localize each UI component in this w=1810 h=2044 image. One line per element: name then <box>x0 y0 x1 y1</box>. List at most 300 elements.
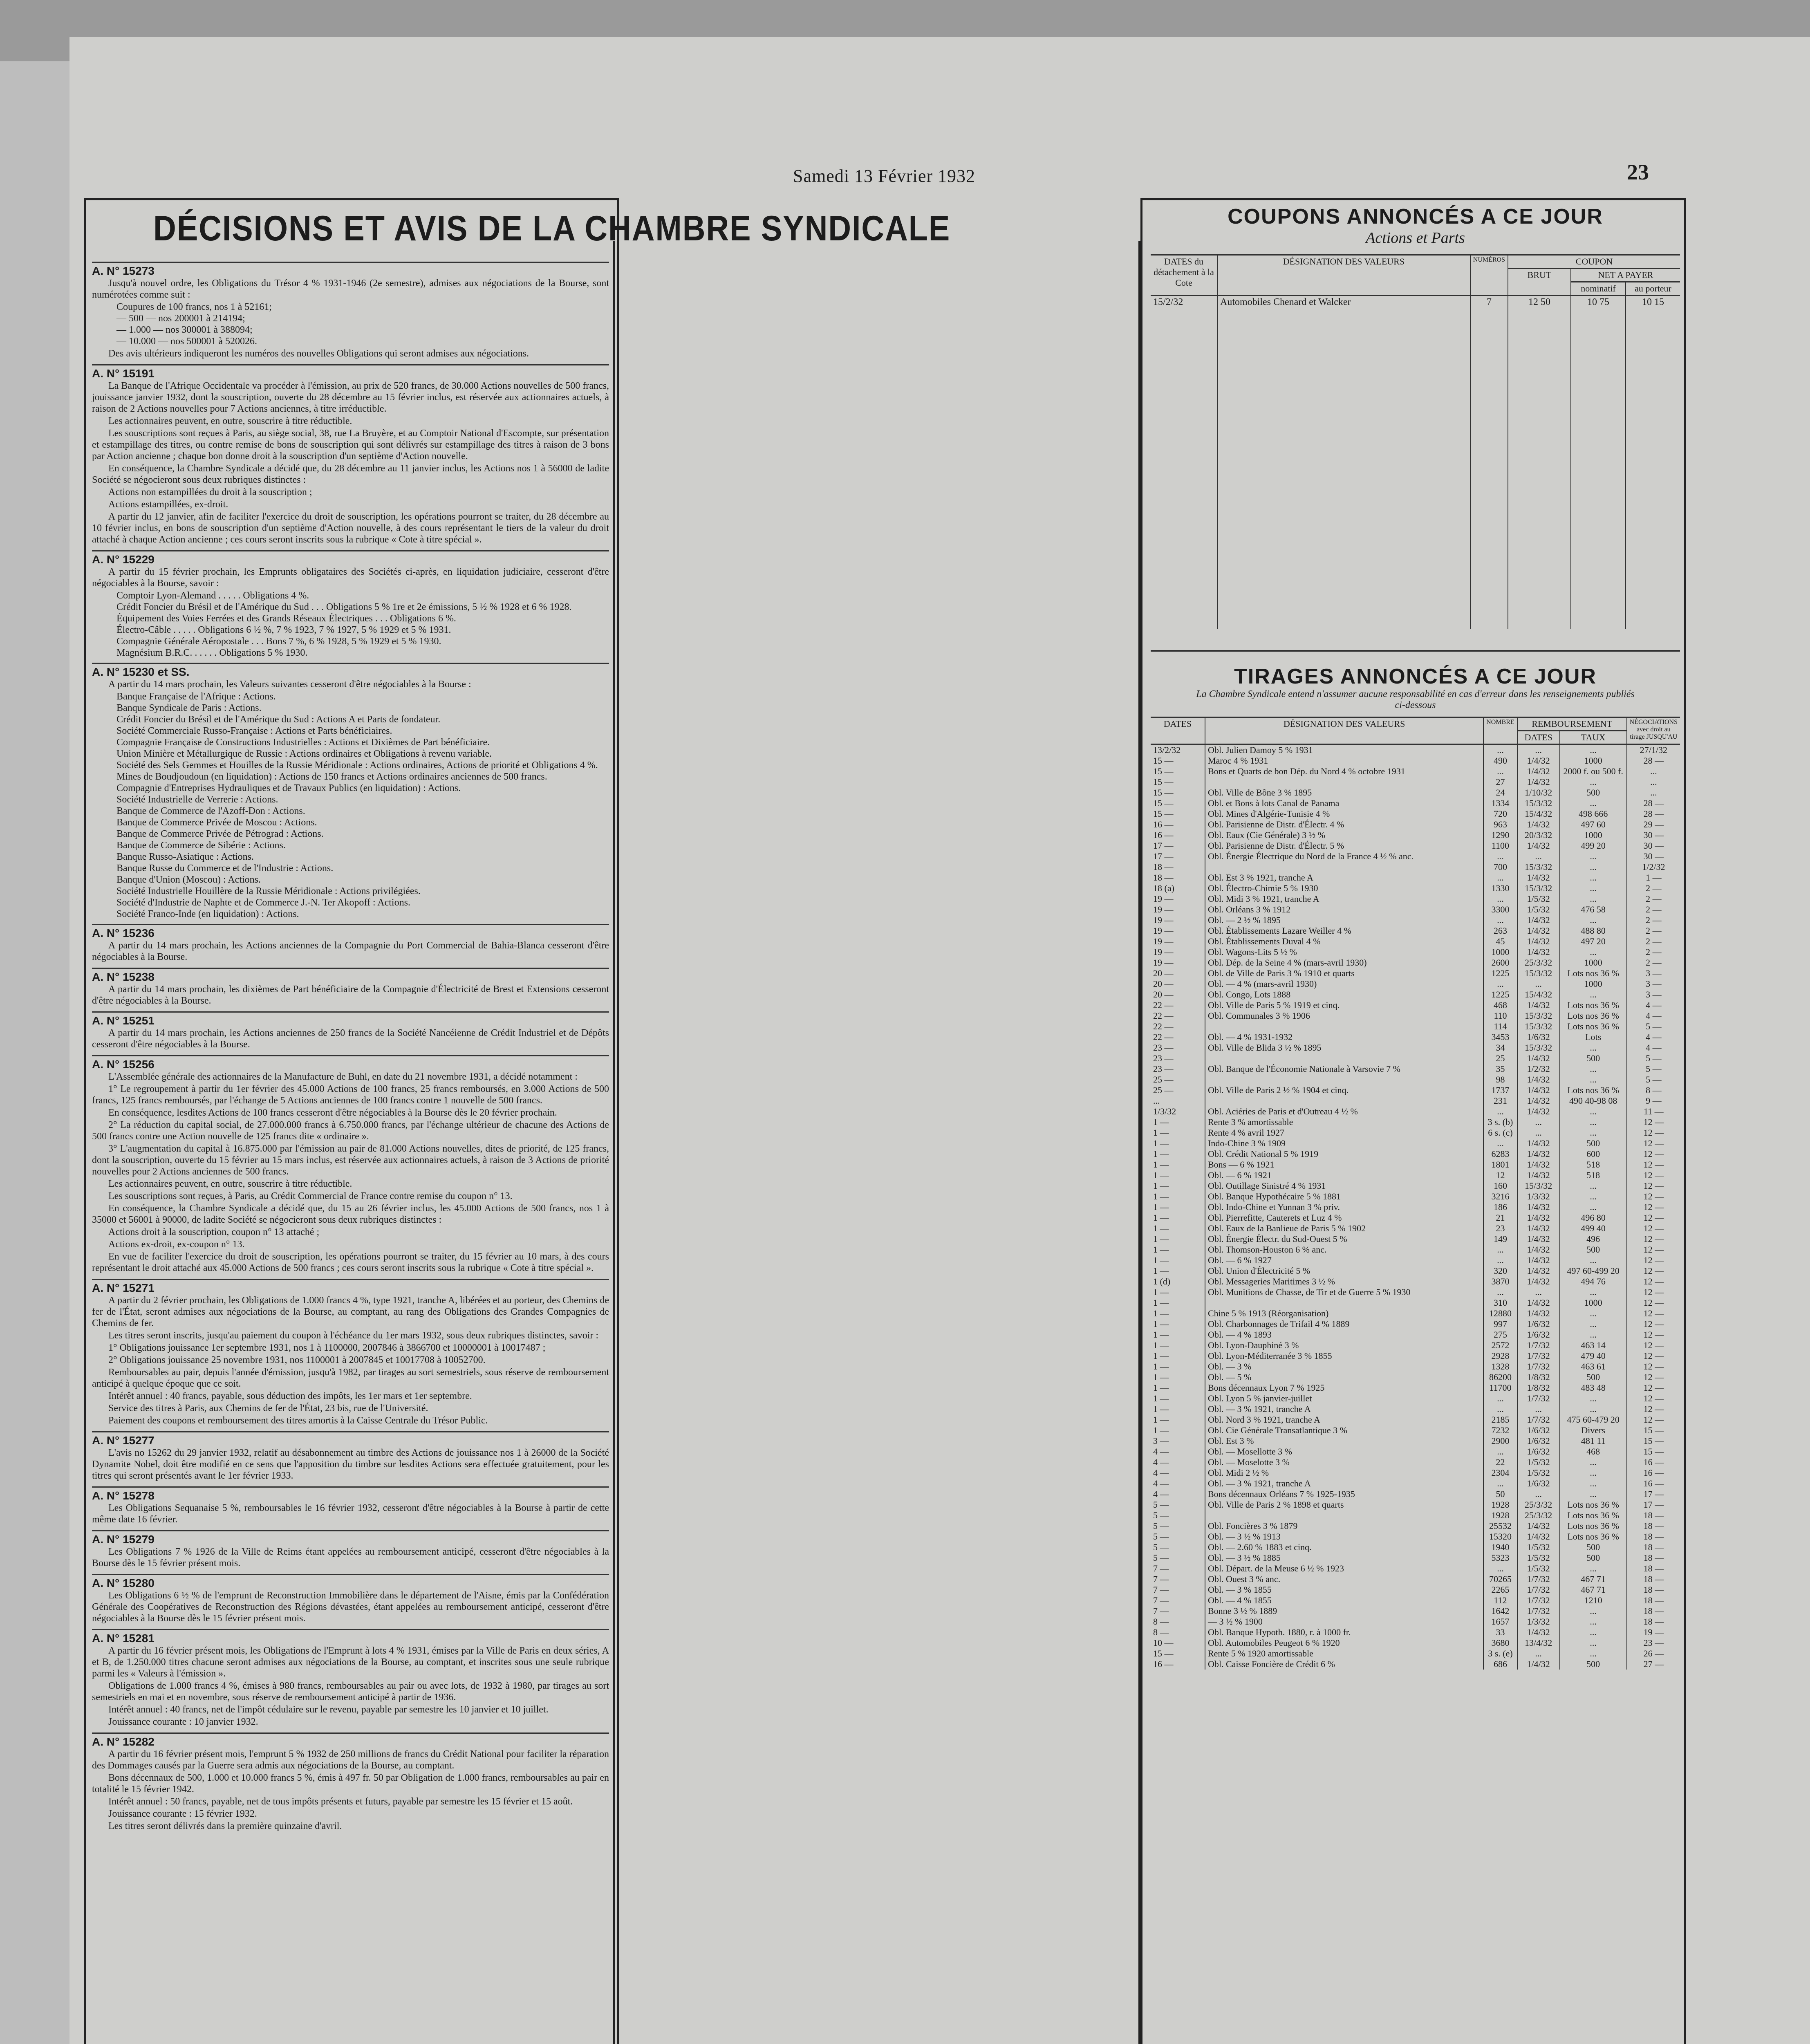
tirage-cell-designation: Obl. Ouest 3 % anc. <box>1205 1574 1483 1585</box>
avis-item: Électro-Câble . . . . . Obligations 6 ½ %, 7 % 1923, 7 % 1927, 5 % 1929 et 5 % 1931. <box>116 625 451 635</box>
tirage-row <box>1151 1638 1680 1648</box>
avis-block <box>92 1431 609 1486</box>
tirage-cell-designation: Obl. Caisse Foncière de Crédit 6 % <box>1205 1659 1483 1670</box>
tirage-row <box>1151 1127 1680 1138</box>
tirage-cell-taux: 496 80 <box>1560 1213 1627 1223</box>
tirage-cell-rdate: ... <box>1517 1127 1560 1138</box>
tirage-row <box>1151 894 1680 904</box>
tirage-cell-rdate: 1/6/32 <box>1517 1425 1560 1436</box>
tirage-cell-rdate: ... <box>1517 1287 1560 1298</box>
tirage-cell-nombre: 33 <box>1483 1627 1517 1638</box>
tirage-cell-designation: Maroc 4 % 1931 <box>1205 755 1483 766</box>
tirage-row <box>1151 1574 1680 1585</box>
tirage-cell-taux: ... <box>1560 883 1627 894</box>
tirage-cell-nego: 12 — <box>1627 1393 1680 1404</box>
tirage-cell-nombre: 720 <box>1483 809 1517 819</box>
tirage-cell-nombre: ... <box>1483 1404 1517 1414</box>
tirage-cell-rdate: 1/4/32 <box>1517 1074 1560 1085</box>
tirage-row <box>1151 1468 1680 1478</box>
tirage-cell-date: 1 — <box>1153 1127 1169 1138</box>
tirage-cell-designation: Bons décennaux Orléans 7 % 1925-1935 <box>1205 1489 1483 1499</box>
tirage-cell-nombre: 310 <box>1483 1298 1517 1308</box>
tirage-cell-nego: 12 — <box>1627 1202 1680 1213</box>
tirage-row <box>1151 1319 1680 1329</box>
tirage-cell-rdate: 1/4/32 <box>1517 766 1560 777</box>
avis-paragraph: A partir du 12 janvier, afin de faciliter l'exercice du droit de souscription, les opérations pourront se traiter, du 28 décembre au 10 février inclus, en bons de souscription d'un septième d'Action nouvelle, à des cours représentant le tiers de la valeur du droit attaché à chaque Action ancienne ; ces cours seront inscrits sous la rubrique « Cote à titre spécial ». <box>92 511 609 545</box>
tirages-title: TIRAGES ANNONCÉS A CE JOUR <box>1234 665 1597 688</box>
tirage-cell-date: 1 — <box>1153 1319 1169 1329</box>
avis-paragraph: Les Obligations Sequanaise 5 %, remboursables le 16 février 1932, cesseront d'être négociables à la Bourse à partir de cette même date 16 février. <box>92 1503 609 1525</box>
avis-item: Société Franco-Inde (en liquidation) : Actions. <box>116 909 299 919</box>
tirage-cell-taux: ... <box>1560 1287 1627 1298</box>
tirage-cell-taux: Lots nos 36 % <box>1560 1531 1627 1542</box>
tirage-cell-date: 17 — <box>1153 840 1174 851</box>
avis-paragraph: A partir du 15 février prochain, les Emprunts obligataires des Sociétés ci-après, en liquidation judiciaire, cesseront d'être négociables à la Bourse, savoir : <box>92 567 609 589</box>
avis-item: Comptoir Lyon-Alemand . . . . . Obligations 4 %. <box>116 590 309 601</box>
tirage-cell-taux: 600 <box>1560 1149 1627 1159</box>
tirage-cell-nombre: ... <box>1483 915 1517 926</box>
tirage-cell-nego: 9 — <box>1627 1096 1680 1106</box>
tirage-cell-rdate: 1/6/32 <box>1517 1032 1560 1042</box>
tirage-row <box>1151 755 1680 766</box>
avis-paragraph: A partir du 14 mars prochain, les Actions anciennes de 250 francs de la Société Nancéienne de Crédit Industriel et de Dépôts cesseront d'être négociables à la Bourse. <box>92 1028 609 1050</box>
tirage-cell-nombre: 12880 <box>1483 1308 1517 1319</box>
tirage-cell-taux: 500 <box>1560 1553 1627 1563</box>
tirage-cell-taux: Lots nos 36 % <box>1560 1000 1627 1011</box>
tirage-cell-designation: Obl. Banque Hypothécaire 5 % 1881 <box>1205 1191 1483 1202</box>
tirage-cell-nego: 5 — <box>1627 1021 1680 1032</box>
coupon-cell-brut: 12 50 <box>1508 296 1571 309</box>
tirage-cell-taux: 1000 <box>1560 957 1627 968</box>
coupons-col-brut: BRUT <box>1508 269 1571 296</box>
coupon-cell-nominatif: 10 75 <box>1571 296 1626 309</box>
coupon-filler-row <box>1151 309 1680 629</box>
tirage-cell-nego: 12 — <box>1627 1138 1680 1149</box>
coupon-cell-designation: Automobiles Chenard et Walcker <box>1217 296 1470 309</box>
tirage-cell-taux: 497 60 <box>1560 819 1627 830</box>
tirage-cell-nego: 15 — <box>1627 1436 1680 1446</box>
tirage-cell-date: 22 — <box>1153 1032 1174 1042</box>
tirage-cell-date: 1 — <box>1153 1181 1169 1191</box>
tirage-cell-date: 15 — <box>1153 798 1174 808</box>
avis-paragraph: Les actionnaires peuvent, en outre, souscrire à titre réductible. <box>108 416 352 426</box>
avis-paragraph: Des avis ultérieurs indiqueront les numéros des nouvelles Obligations qui seront admises aux négociations. <box>108 348 529 359</box>
tirage-cell-taux: ... <box>1560 1627 1627 1638</box>
tirage-cell-date: 4 — <box>1153 1457 1169 1467</box>
tirage-row <box>1151 840 1680 851</box>
tirage-cell-taux: ... <box>1560 1616 1627 1627</box>
tirage-cell-taux: ... <box>1560 1468 1627 1478</box>
tirage-cell-taux: ... <box>1560 1329 1627 1340</box>
tirage-cell-taux: 500 <box>1560 1659 1627 1670</box>
tirage-cell-designation: Obl. — 6 % 1921 <box>1205 1170 1483 1181</box>
tirage-cell-rdate: 1/5/32 <box>1517 1553 1560 1563</box>
decisions-title: DÉCISIONS ET AVIS DE LA CHAMBRE SYNDICALE <box>153 209 951 248</box>
tirage-cell-nombre: 1928 <box>1483 1499 1517 1510</box>
tirage-cell-nego: 2 — <box>1627 926 1680 936</box>
tirage-cell-date: 1 (d) <box>1153 1276 1171 1286</box>
tirage-row <box>1151 1032 1680 1042</box>
tirage-cell-taux: ... <box>1560 1638 1627 1648</box>
tirage-cell-designation: Obl. Énergie Électr. du Sud-Ouest 5 % <box>1205 1234 1483 1244</box>
tirage-row <box>1151 1648 1680 1659</box>
coupons-bottom-rule <box>1151 650 1680 652</box>
tirage-cell-rdate: 1/4/32 <box>1517 1531 1560 1542</box>
tirage-cell-rdate: 1/8/32 <box>1517 1383 1560 1393</box>
tirage-cell-rdate: ... <box>1517 1117 1560 1127</box>
tirage-cell-nego: 12 — <box>1627 1266 1680 1276</box>
avis-paragraph: Les titres seront délivrés dans la première quinzaine d'avril. <box>108 1821 342 1831</box>
tirage-cell-taux: Lots nos 36 % <box>1560 1011 1627 1021</box>
tirage-cell-rdate: 25/3/32 <box>1517 1510 1560 1521</box>
coupons-col-net: NET A PAYER <box>1571 269 1680 282</box>
tirage-cell-nego: 18 — <box>1627 1531 1680 1542</box>
tirage-cell-nombre: 1334 <box>1483 798 1517 809</box>
tirage-cell-designation: Obl. — 4 % 1855 <box>1205 1595 1483 1606</box>
tirage-row <box>1151 936 1680 947</box>
tirage-row <box>1151 1383 1680 1393</box>
tirage-cell-nego: 18 — <box>1627 1553 1680 1563</box>
avis-paragraph: Intérêt annuel : 40 francs, payable, sous déduction des impôts, les 1er mars et 1er septembre. <box>108 1391 472 1401</box>
tirage-cell-rdate: 1/4/32 <box>1517 872 1560 883</box>
tirage-cell-nego: 12 — <box>1627 1244 1680 1255</box>
tirage-cell-nombre: ... <box>1483 1255 1517 1266</box>
tirage-row <box>1151 1393 1680 1404</box>
tirage-row <box>1151 1659 1680 1670</box>
tirage-cell-rdate: 1/4/32 <box>1517 755 1560 766</box>
tirage-cell-designation: Obl. Ville de Paris 2 % 1898 et quarts <box>1205 1499 1483 1510</box>
tirage-cell-rdate: 1/4/32 <box>1517 1659 1560 1670</box>
tirage-cell-rdate: 1/7/32 <box>1517 1574 1560 1585</box>
coupon-empty-cell <box>1571 309 1626 629</box>
tirage-cell-designation: Obl. Indo-Chine et Yunnan 3 % priv. <box>1205 1202 1483 1213</box>
avis-block <box>92 968 609 1011</box>
avis-item: Compagnie Générale Aéropostale . . . Bons 7 %, 6 % 1928, 5 % 1929 et 5 % 1930. <box>116 636 441 647</box>
avis-number: A. N° 15281 <box>92 1632 155 1645</box>
tirage-cell-nego: 18 — <box>1627 1585 1680 1595</box>
tirage-cell-nego: ... <box>1627 766 1680 777</box>
tirage-cell-nombre: 86200 <box>1483 1372 1517 1383</box>
tirage-cell-nombre: ... <box>1483 872 1517 883</box>
tirage-cell-date: 1 — <box>1153 1340 1169 1350</box>
tirage-cell-date: 5 — <box>1153 1510 1169 1520</box>
tirage-cell-rdate: 1/7/32 <box>1517 1361 1560 1372</box>
avis-paragraph: L'avis no 15262 du 29 janvier 1932, relatif au désabonnement au timbre des Actions de jouissance nos 1 à 26000 de la Société Dynamite Nobel, doit être modifié en ce sens que l'apposition du timbre sur lesdites Actions sera effectuée gratuitement, pour les titres qui seront présentés avant le 1er février 1933. <box>92 1448 609 1481</box>
avis-block <box>92 1486 609 1530</box>
coupons-section <box>1151 204 1680 629</box>
tirage-cell-rdate: 1/7/32 <box>1517 1414 1560 1425</box>
coupons-table <box>1151 254 1680 629</box>
tirage-cell-nego: 18 — <box>1627 1574 1680 1585</box>
tirage-cell-nego: 28 — <box>1627 809 1680 819</box>
coupons-col-designation: DÉSIGNATION DES VALEURS <box>1217 255 1470 296</box>
tirage-cell-nego: 12 — <box>1627 1340 1680 1351</box>
tirage-cell-date: 1 — <box>1153 1298 1169 1308</box>
avis-paragraph: Intérêt annuel : 40 francs, net de l'impôt cédulaire sur le revenu, payable par semestre les 10 janvier et 10 juillet. <box>108 1704 549 1715</box>
tirage-cell-rdate: 1/7/32 <box>1517 1595 1560 1606</box>
tirage-cell-taux: 499 40 <box>1560 1223 1627 1234</box>
coupons-col-numeros: NUMÉROS <box>1470 255 1508 296</box>
tirage-cell-nombre: 263 <box>1483 926 1517 936</box>
tirage-cell-rdate: 1/4/32 <box>1517 1234 1560 1244</box>
tirage-cell-designation <box>1205 1510 1483 1521</box>
tirage-cell-nombre: 231 <box>1483 1096 1517 1106</box>
tirage-cell-nombre: ... <box>1483 1287 1517 1298</box>
avis-paragraph: Obligations de 1.000 francs 4 %, émises à 980 francs, remboursables au pair ou avec lots, de 1932 à 1980, par tirages au sort semestriels en mai et en novembre, sous réserve de remboursement anticipé à partir de 1936. <box>92 1681 609 1703</box>
tirage-row <box>1151 957 1680 968</box>
tirage-cell-designation: Rente 3 % amortissable <box>1205 1117 1483 1127</box>
avis-item: — 1.000 — nos 300001 à 388094; <box>116 325 253 335</box>
tirage-cell-nego: 3 — <box>1627 979 1680 989</box>
tirage-row <box>1151 809 1680 819</box>
tirage-row <box>1151 947 1680 957</box>
tirage-cell-date: 19 — <box>1153 894 1174 904</box>
tirage-cell-date: 5 — <box>1153 1499 1169 1510</box>
tirage-cell-nego: 18 — <box>1627 1595 1680 1606</box>
tirage-cell-date: 16 — <box>1153 819 1174 829</box>
tirage-cell-date: 15 — <box>1153 766 1174 776</box>
tirage-cell-nego: 17 — <box>1627 1499 1680 1510</box>
tirage-cell-nombre: 1801 <box>1483 1159 1517 1170</box>
tirage-cell-rdate: 1/7/32 <box>1517 1585 1560 1595</box>
tirage-row <box>1151 1191 1680 1202</box>
tirage-cell-nego: 30 — <box>1627 840 1680 851</box>
tirage-cell-nombre: 6283 <box>1483 1149 1517 1159</box>
tirage-cell-nego: 1 — <box>1627 872 1680 883</box>
tirage-cell-rdate: 1/5/32 <box>1517 1457 1560 1468</box>
tirage-cell-taux: ... <box>1560 1308 1627 1319</box>
tirage-cell-designation: Obl. Automobiles Peugeot 6 % 1920 <box>1205 1638 1483 1648</box>
tirage-row <box>1151 1000 1680 1011</box>
avis-item: Société Industrielle Houillère de la Russie Méridionale : Actions privilégiées. <box>116 886 421 896</box>
tirage-cell-date: 1 — <box>1153 1361 1169 1372</box>
tirage-cell-rdate: 1/3/32 <box>1517 1191 1560 1202</box>
tirage-cell-taux: 500 <box>1560 1138 1627 1149</box>
coupons-col-porteur: au porteur <box>1626 282 1680 296</box>
avis-items <box>92 590 609 659</box>
tirage-cell-taux: Divers <box>1560 1425 1627 1436</box>
tirage-cell-date: 7 — <box>1153 1574 1169 1584</box>
avis-paragraph: Bons décennaux de 500, 1.000 et 10.000 francs 5 %, émis à 497 fr. 50 par Obligation de 1.000 francs, remboursables au pair en totalité le 15 février 1942. <box>92 1773 609 1795</box>
tirage-cell-taux: Lots nos 36 % <box>1560 968 1627 979</box>
tirage-cell-taux: ... <box>1560 1606 1627 1616</box>
tirage-cell-nego: 4 — <box>1627 1011 1680 1021</box>
tirage-cell-rdate: 1/5/32 <box>1517 1468 1560 1478</box>
tirage-cell-rdate: 1/4/32 <box>1517 1053 1560 1064</box>
tirage-cell-nombre: 1000 <box>1483 947 1517 957</box>
tirage-cell-date: 1 — <box>1153 1159 1169 1170</box>
tirage-cell-nombre: 70265 <box>1483 1574 1517 1585</box>
tirage-cell-date: 1 — <box>1153 1234 1169 1244</box>
tirage-cell-date: 17 — <box>1153 851 1174 861</box>
tirage-cell-date: 1/3/32 <box>1153 1106 1176 1116</box>
avis-block <box>92 1574 609 1629</box>
tirage-cell-rdate: 1/6/32 <box>1517 1329 1560 1340</box>
avis-item: Mines de Boudjoudoun (en liquidation) : Actions de 150 francs et Actions ordinaires anciennes de 500 francs. <box>116 771 547 782</box>
tirage-cell-date: 1 — <box>1153 1393 1169 1403</box>
tirage-row <box>1151 1372 1680 1383</box>
tirage-cell-nombre: 1225 <box>1483 968 1517 979</box>
tirage-row <box>1151 1266 1680 1276</box>
tirage-cell-designation: Obl. Foncières 3 % 1879 <box>1205 1521 1483 1531</box>
tirage-cell-rdate: 1/5/32 <box>1517 1542 1560 1553</box>
tirage-cell-designation <box>1205 1096 1483 1106</box>
tirage-cell-taux: ... <box>1560 872 1627 883</box>
tirage-cell-taux: ... <box>1560 1255 1627 1266</box>
tirage-cell-date: ... <box>1153 1096 1160 1106</box>
tirage-cell-date: 18 — <box>1153 872 1174 883</box>
tirage-cell-designation: Obl. — 3 % <box>1205 1361 1483 1372</box>
tirage-cell-date: 20 — <box>1153 968 1174 978</box>
tirages-col-nego: NÉGOCIATIONS avec droit au tirage JUSQU'AU <box>1627 717 1680 744</box>
avis-paragraph: A partir du 14 mars prochain, les dixièmes de Part bénéficiaire de la Compagnie d'Électricité de Brest et Extensions cesseront d'être négociables à la Bourse. <box>92 984 609 1006</box>
tirage-cell-designation: Obl. Lyon-Méditerranée 3 % 1855 <box>1205 1351 1483 1361</box>
avis-item: Société d'Industrie de Naphte et de Commerce J.-N. Ter Akopoff : Actions. <box>116 897 410 908</box>
tirage-cell-designation: Obl. Congo, Lots 1888 <box>1205 989 1483 1000</box>
tirage-cell-nombre: 700 <box>1483 862 1517 872</box>
coupon-cell-porteur: 10 15 <box>1626 296 1680 309</box>
avis-number: A. N° 15236 <box>92 927 155 939</box>
tirage-cell-rdate: 1/4/32 <box>1517 1159 1560 1170</box>
tirage-cell-rdate: 1/4/32 <box>1517 1106 1560 1117</box>
tirage-cell-designation: Obl. de Ville de Paris 3 % 1910 et quarts <box>1205 968 1483 979</box>
tirage-cell-designation <box>1205 862 1483 872</box>
tirage-row <box>1151 1021 1680 1032</box>
tirage-cell-taux: ... <box>1560 798 1627 809</box>
tirage-cell-nego: 12 — <box>1627 1298 1680 1308</box>
tirage-cell-nombre: ... <box>1483 1393 1517 1404</box>
tirage-cell-taux: 1210 <box>1560 1595 1627 1606</box>
tirage-cell-date: 22 — <box>1153 1021 1174 1031</box>
tirage-cell-date: 20 — <box>1153 979 1174 989</box>
tirage-cell-nego: 19 — <box>1627 1627 1680 1638</box>
tirage-cell-taux: 497 60-499 20 <box>1560 1266 1627 1276</box>
tirage-cell-date: 1 — <box>1153 1255 1169 1265</box>
tirage-cell-nombre: 490 <box>1483 755 1517 766</box>
tirage-cell-rdate: ... <box>1517 851 1560 862</box>
avis-item: Union Minière et Métallurgique de Russie : Actions ordinaires et Obligations à revenu variable. <box>116 749 492 759</box>
tirage-cell-nombre: ... <box>1483 1446 1517 1457</box>
tirage-cell-taux: ... <box>1560 1489 1627 1499</box>
tirage-cell-designation: Obl. — 5 % <box>1205 1372 1483 1383</box>
tirage-cell-date: 15 — <box>1153 787 1174 798</box>
tirage-cell-rdate: 15/3/32 <box>1517 968 1560 979</box>
tirage-cell-rdate: 1/4/32 <box>1517 1149 1560 1159</box>
tirage-cell-nombre: 3216 <box>1483 1191 1517 1202</box>
tirage-cell-nombre: 997 <box>1483 1319 1517 1329</box>
tirage-cell-nego: 12 — <box>1627 1361 1680 1372</box>
coupons-rows <box>1151 296 1680 630</box>
tirage-cell-rdate: 1/8/32 <box>1517 1372 1560 1383</box>
tirage-cell-date: 1 — <box>1153 1351 1169 1361</box>
tirage-cell-nombre: 35 <box>1483 1064 1517 1074</box>
tirage-cell-designation: Obl. Départ. de la Meuse 6 ½ % 1923 <box>1205 1563 1483 1574</box>
tirage-cell-date: 1 — <box>1153 1287 1169 1297</box>
tirage-cell-nego: 5 — <box>1627 1064 1680 1074</box>
page-number: 23 <box>1627 160 1649 184</box>
tirage-cell-taux: ... <box>1560 1074 1627 1085</box>
tirage-cell-taux: 467 71 <box>1560 1585 1627 1595</box>
tirage-row <box>1151 744 1680 756</box>
tirage-cell-nego: 28 — <box>1627 798 1680 809</box>
avis-block <box>92 1732 609 1837</box>
avis-block <box>92 1530 609 1574</box>
tirage-cell-rdate: 1/4/32 <box>1517 840 1560 851</box>
tirage-cell-taux: ... <box>1560 947 1627 957</box>
tirage-cell-rdate: 1/4/32 <box>1517 1627 1560 1638</box>
tirage-cell-designation: Obl. Banque de l'Économie Nationale à Varsovie 7 % <box>1205 1064 1483 1074</box>
tirage-cell-rdate: 1/5/32 <box>1517 904 1560 915</box>
tirage-cell-designation: Obl. et Bons à lots Canal de Panama <box>1205 798 1483 809</box>
tirage-cell-date: 4 — <box>1153 1446 1169 1457</box>
tirage-cell-nego: ... <box>1627 787 1680 798</box>
tirage-cell-date: 19 — <box>1153 936 1174 946</box>
avis-number: A. N° 15273 <box>92 264 155 277</box>
adjacent-page-edge <box>0 61 72 2044</box>
avis-number: A. N° 15230 et SS. <box>92 666 190 678</box>
tirages-col-designation: DÉSIGNATION DES VALEURS <box>1205 717 1483 744</box>
avis-block <box>92 1279 609 1431</box>
tirage-cell-taux: 488 80 <box>1560 926 1627 936</box>
tirage-cell-designation: Obl. Wagons-Lits 5 ½ % <box>1205 947 1483 957</box>
tirage-cell-designation: Obl. Est 3 % <box>1205 1436 1483 1446</box>
tirage-cell-nombre: 23 <box>1483 1223 1517 1234</box>
avis-paragraph: A partir du 16 février présent mois, les Obligations de l'Emprunt à lots 4 % 1931, émises par la Ville de Paris en deux séries, A et B, de 1.250.000 titres chacune seront admises aux négociations de la Bourse, au comptant, et inscrites sous une seule rubrique parmi les « Valeurs à l'émission ». <box>92 1645 609 1679</box>
tirage-cell-taux: 475 60-479 20 <box>1560 1414 1627 1425</box>
tirage-cell-nego: 12 — <box>1627 1276 1680 1287</box>
tirage-cell-nego: 12 — <box>1627 1372 1680 1383</box>
avis-block <box>92 1055 609 1279</box>
tirage-cell-designation: Obl. Énergie Électrique du Nord de la France 4 ½ % anc. <box>1205 851 1483 862</box>
tirage-cell-designation: Obl. Eaux de la Banlieue de Paris 5 % 1902 <box>1205 1223 1483 1234</box>
tirage-cell-rdate: 1/5/32 <box>1517 1563 1560 1574</box>
avis-item: Banque de Commerce Privée de Moscou : Actions. <box>116 817 317 828</box>
tirage-cell-rdate: 25/3/32 <box>1517 957 1560 968</box>
tirage-cell-nego: 18 — <box>1627 1542 1680 1553</box>
avis-paragraph: En conséquence, la Chambre Syndicale a décidé que, du 15 au 26 février inclus, les 45.000 Actions de 500 francs, nos 1 à 35000 et 56001 à 90000, de ladite Société se négocieront sous deux rubriques distinctes : <box>92 1203 609 1225</box>
tirage-cell-nombre: 2185 <box>1483 1414 1517 1425</box>
tirage-cell-designation: Obl. — 3 ½ % 1885 <box>1205 1553 1483 1563</box>
tirage-row <box>1151 1616 1680 1627</box>
avis-paragraph: Actions estampillées, ex-droit. <box>108 499 228 510</box>
avis-paragraph: 2° La réduction du capital social, de 27.000.000 francs à 6.750.000 francs, par l'échange ultérieur de chacune des Actions de 500 francs contre une Action nouvelle de 125 francs dite « ordinaire ». <box>92 1120 609 1142</box>
tirage-cell-nombre: 2928 <box>1483 1351 1517 1361</box>
tirage-cell-designation <box>1205 777 1483 787</box>
tirage-cell-nego: 16 — <box>1627 1457 1680 1468</box>
tirage-cell-nombre: 1290 <box>1483 830 1517 840</box>
tirage-cell-taux: ... <box>1560 1478 1627 1489</box>
tirage-cell-designation: — 3 ½ % 1900 <box>1205 1616 1483 1627</box>
tirage-cell-rdate: 1/4/32 <box>1517 1298 1560 1308</box>
tirage-cell-designation: Obl. — 3 % 1855 <box>1205 1585 1483 1595</box>
avis-paragraph: Les souscriptions sont reçues, à Paris, au Crédit Commercial de France contre remise du coupon n° 13. <box>108 1191 513 1201</box>
tirage-cell-nego: 30 — <box>1627 851 1680 862</box>
tirage-cell-nombre: 2900 <box>1483 1436 1517 1446</box>
tirage-row <box>1151 851 1680 862</box>
tirage-cell-nego: 15 — <box>1627 1446 1680 1457</box>
tirage-cell-designation: Obl. Thomson-Houston 6 % anc. <box>1205 1244 1483 1255</box>
tirage-cell-nego: 12 — <box>1627 1329 1680 1340</box>
tirage-cell-nego: 12 — <box>1627 1234 1680 1244</box>
tirage-cell-rdate: 1/4/32 <box>1517 1244 1560 1255</box>
tirage-cell-designation: Obl. Ville de Blida 3 ½ % 1895 <box>1205 1042 1483 1053</box>
tirage-cell-date: 18 (a) <box>1153 883 1174 893</box>
tirage-cell-rdate: 13/4/32 <box>1517 1638 1560 1648</box>
tirage-cell-nombre: 2304 <box>1483 1468 1517 1478</box>
avis-paragraph: En conséquence, lesdites Actions de 100 francs cesseront d'être négociables à la Bourse dès le 20 février prochain. <box>108 1107 557 1118</box>
tirage-row <box>1151 1255 1680 1266</box>
tirage-cell-nombre: 1657 <box>1483 1616 1517 1627</box>
